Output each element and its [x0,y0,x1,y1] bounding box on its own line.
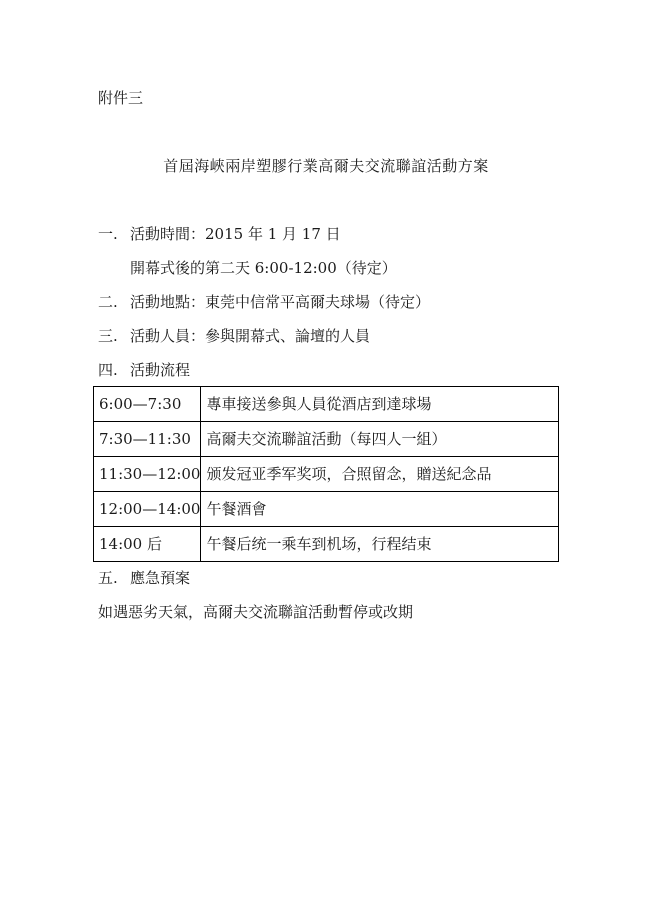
table-row [94,457,559,492]
schedule-time: 14:00 后 [94,527,201,562]
schedule-activity: 颁发冠亚季军奖项，合照留念，贈送紀念品 [201,457,559,492]
section-number: 三. [98,327,118,345]
table-row [94,527,559,562]
schedule-activity: 午餐酒會 [201,492,559,527]
document-title: 首屆海峽兩岸塑膠行業高爾夫交流聯誼活動方案 [163,157,489,175]
section-emergency-detail: 如遇惡劣天氣，高爾夫交流聯誼活動暫停或改期 [98,603,414,621]
schedule-activity: 專車接送參與人員從酒店到達球場 [201,387,559,422]
section-value: 2015 年 1 月 17 日 [205,225,341,243]
annex-label: 附件三 [98,89,144,107]
schedule-activity: 高爾夫交流聯誼活動（每四人一組） [201,422,559,457]
table-row [94,422,559,457]
section-number: 五. [98,569,118,587]
section-flow [98,360,190,380]
section-label: 活動地點： [130,293,206,311]
section-people [98,326,370,346]
section-number: 二. [98,293,118,311]
section-time [98,224,341,244]
section-value: 東莞中信常平高爾夫球場（待定） [205,293,431,311]
schedule-time: 12:00—14:00 [94,492,201,527]
section-emergency [98,568,190,588]
section-number: 一. [98,225,118,243]
section-label: 活動流程 [130,361,191,379]
schedule-time: 11:30—12:00 [94,457,201,492]
schedule-table [93,386,559,562]
schedule-activity: 午餐后统一乘车到机场，行程结束 [201,527,559,562]
section-label: 活動時間： [130,225,206,243]
table-row [94,492,559,527]
schedule-time: 6:00—7:30 [94,387,201,422]
section-label: 應急預案 [130,569,191,587]
table-row [94,387,559,422]
section-value: 參與開幕式、論壇的人員 [205,327,371,345]
section-time-detail: 開幕式後的第二天 6:00-12:00（待定） [130,259,397,277]
section-place [98,292,430,312]
section-number: 四. [98,361,118,379]
section-label: 活動人員： [130,327,206,345]
schedule-time: 7:30—11:30 [94,422,201,457]
